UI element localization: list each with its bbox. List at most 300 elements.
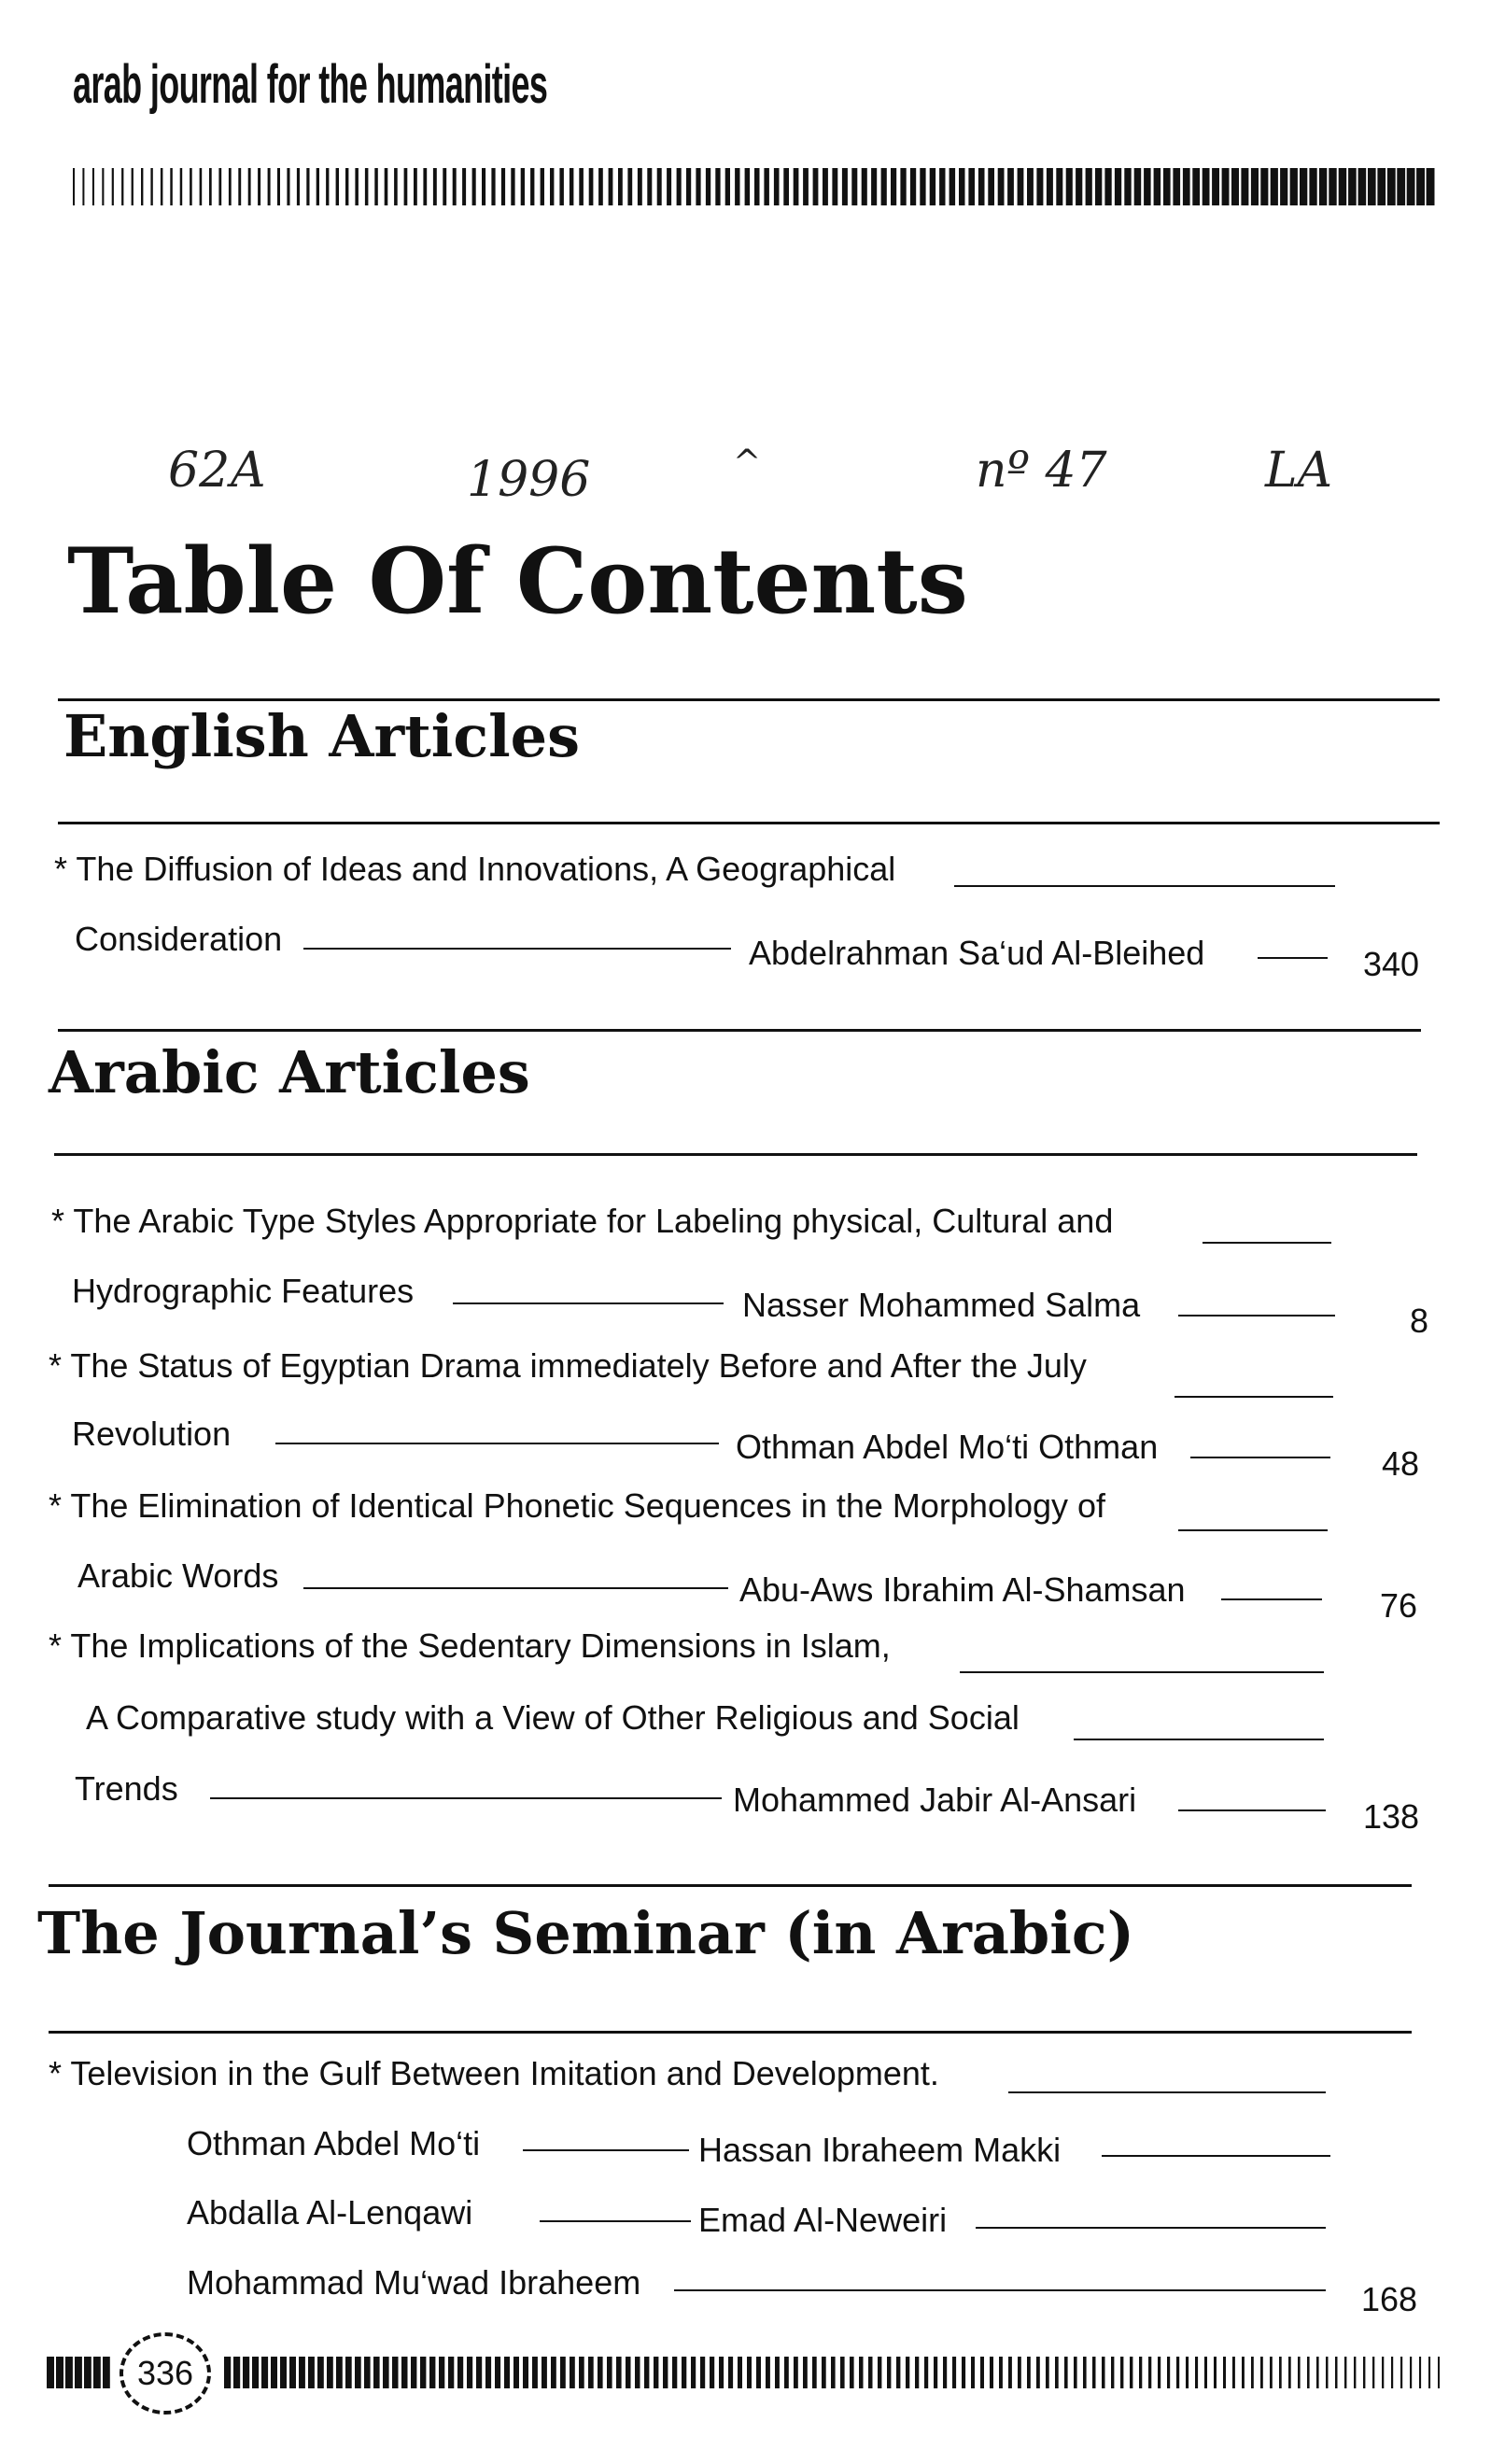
barcode-bar: [141, 168, 143, 205]
leader-line: [1008, 2091, 1326, 2093]
barcode-bar: [551, 2357, 556, 2388]
barcode-bar: [812, 2357, 817, 2388]
barcode-bar: [1192, 168, 1200, 205]
barcode-bar: [775, 2357, 780, 2388]
barcode-bar: [1231, 168, 1239, 205]
barcode-bar: [467, 2357, 472, 2388]
barcode-bar: [920, 168, 925, 205]
barcode-bar: [326, 168, 329, 205]
seminar-participant: Othman Abdel Mo‘ti: [187, 2124, 481, 2162]
barcode-bar: [1204, 2357, 1207, 2388]
barcode-bar: [501, 168, 505, 205]
barcode-bar: [280, 2357, 287, 2388]
barcode-bar: [822, 2357, 826, 2388]
barcode-bar: [1163, 168, 1171, 205]
barcode-bar: [1176, 2357, 1179, 2388]
article-title-line: Arabic Words: [77, 1556, 279, 1595]
barcode-bar: [609, 168, 613, 205]
barcode-bar: [1241, 168, 1248, 205]
barcode-bar: [766, 2357, 770, 2388]
barcode-bar: [1074, 2357, 1077, 2388]
barcode-bar: [238, 168, 241, 205]
barcode-bar: [559, 168, 564, 205]
barcode-bar: [336, 168, 339, 205]
barcode-bar: [1064, 2357, 1068, 2388]
barcode-bar: [700, 2357, 705, 2388]
barcode-bar: [1027, 168, 1034, 205]
barcode-bar: [971, 2357, 975, 2388]
page-number: 340: [1363, 945, 1420, 983]
leader-line: [210, 1797, 722, 1799]
barcode-bar: [774, 168, 780, 205]
barcode-bar: [1055, 2357, 1059, 2388]
barcode-bar: [392, 2357, 399, 2388]
barcode-bar: [803, 168, 809, 205]
barcode-bar: [1212, 168, 1219, 205]
divider: [49, 2031, 1412, 2034]
barcode-bar: [103, 2357, 110, 2388]
barcode-bar: [868, 2357, 873, 2388]
barcode-bar: [383, 2357, 389, 2388]
barcode-bar: [1326, 2357, 1329, 2388]
barcode-bar: [1046, 2357, 1049, 2388]
barcode-bar: [268, 168, 271, 205]
barcode-bar: [56, 2357, 63, 2388]
barcode-bar: [1195, 2357, 1198, 2388]
barcode-bar: [287, 168, 289, 205]
leader-line: [1102, 2155, 1330, 2157]
barcode-bar: [1358, 168, 1367, 205]
barcode-bar: [579, 2357, 584, 2388]
barcode-bar: [345, 168, 348, 205]
barcode-bar: [306, 168, 309, 205]
barcode-bar: [1298, 2357, 1301, 2388]
barcode-bar: [1083, 2357, 1087, 2388]
leader-line: [1074, 1739, 1324, 1740]
barcode-bar: [73, 168, 75, 205]
article-title-line: Trends: [75, 1769, 178, 1808]
barcode-bar: [915, 2357, 919, 2388]
barcode-bar: [1309, 168, 1316, 205]
barcode-bar: [691, 2357, 696, 2388]
barcode-bar: [439, 2357, 444, 2388]
barcode-bar: [47, 2357, 54, 2388]
barcode-bar: [1092, 2357, 1096, 2388]
barcode-bar: [1111, 2357, 1114, 2388]
barcode-bar: [1086, 168, 1092, 205]
barcode-bar: [1339, 168, 1347, 205]
barcode-bar: [747, 2357, 752, 2388]
barcode-bar: [891, 168, 896, 205]
barcode-bar: [373, 2357, 380, 2388]
barcode-bar: [1102, 2357, 1105, 2388]
handwritten-note: nº 47: [976, 443, 1107, 499]
barcode-graphic: [73, 168, 1436, 205]
barcode-bar: [627, 168, 632, 205]
leader-line: [1221, 1598, 1322, 1600]
barcode-bar: [261, 2357, 268, 2388]
divider: [54, 1153, 1417, 1156]
barcode-bar: [1115, 168, 1121, 205]
barcode-bar: [1007, 168, 1014, 205]
barcode-bar: [1222, 168, 1230, 205]
barcode-bar: [1329, 168, 1336, 205]
barcode-bar: [1242, 2357, 1245, 2388]
barcode-bar: [258, 168, 260, 205]
leader-line: [1178, 1315, 1335, 1316]
barcode-bar: [523, 2357, 528, 2388]
barcode-bar: [1186, 2357, 1189, 2388]
barcode-bar: [1319, 168, 1327, 205]
barcode-bar: [200, 168, 203, 205]
article-title-line: Revolution: [72, 1415, 232, 1453]
barcode-bar: [472, 168, 476, 205]
barcode-bar: [696, 168, 700, 205]
leader-line: [1258, 957, 1328, 959]
journal-name: arab journal for the humanities: [73, 54, 548, 115]
barcode-bar: [644, 2357, 649, 2388]
barcode-bar: [715, 168, 720, 205]
barcode-bar: [1260, 2357, 1263, 2388]
article-title-line: * The Status of Egyptian Drama immediately Before and After the July: [49, 1346, 1087, 1385]
handwritten-note: 1996: [467, 452, 591, 508]
barcode-bar: [764, 168, 769, 205]
barcode-bar: [1288, 2357, 1291, 2388]
barcode-bar: [1410, 2357, 1412, 2388]
barcode-bar: [121, 168, 123, 205]
leader-line: [976, 2227, 1326, 2229]
barcode-bar: [1183, 168, 1190, 205]
barcode-bar: [385, 168, 388, 205]
barcode-bar: [316, 168, 319, 205]
barcode-bar: [842, 168, 848, 205]
leader-line: [1178, 1809, 1326, 1811]
barcode-bar: [1251, 168, 1259, 205]
barcode-bar: [924, 2357, 928, 2388]
divider: [58, 1029, 1421, 1032]
barcode-bar: [401, 2357, 408, 2388]
barcode-bar: [738, 2357, 742, 2388]
barcode-bar: [404, 168, 408, 205]
barcode-bar: [719, 2357, 724, 2388]
section-heading-seminar: The Journal’s Seminar (in Arabic): [37, 1899, 1134, 1967]
page-number: 76: [1380, 1586, 1418, 1625]
barcode-bar: [881, 168, 887, 205]
barcode-bar: [1036, 2357, 1040, 2388]
barcode-bar: [1120, 2357, 1123, 2388]
seminar-participant: Hassan Ibraheem Makki: [698, 2131, 1062, 2169]
leader-line: [303, 948, 731, 950]
barcode-bar: [667, 168, 671, 205]
barcode-bar: [1270, 2357, 1273, 2388]
barcode-bar: [504, 2357, 510, 2388]
barcode-bar: [906, 2357, 909, 2388]
barcode-bar: [218, 168, 221, 205]
barcode-bar: [725, 168, 730, 205]
leader-line: [523, 2149, 689, 2151]
barcode-bar: [248, 168, 251, 205]
barcode-bar: [457, 2357, 463, 2388]
leader-line: [1203, 1242, 1331, 1244]
page-number: 8: [1410, 1302, 1429, 1340]
barcode-bar: [308, 2357, 315, 2388]
barcode-bar: [943, 2357, 947, 2388]
article-author: Abdelrahman Sa‘ud Al-Bleihed: [749, 934, 1205, 972]
barcode-bar: [1214, 2357, 1217, 2388]
barcode-bar: [345, 2357, 352, 2388]
barcode-bar: [988, 168, 994, 205]
barcode-bar: [150, 168, 152, 205]
barcode-bar: [532, 2357, 538, 2388]
barcode-bar: [1316, 2357, 1319, 2388]
barcode-bar: [1066, 168, 1073, 205]
barcode-bar: [949, 168, 956, 205]
barcode-bar: [598, 168, 603, 205]
header-barcode-rule: [73, 168, 1436, 205]
leader-line: [960, 1671, 1324, 1673]
barcode-bar: [1387, 168, 1396, 205]
barcode-bar: [1354, 2357, 1356, 2388]
page-title: Table Of Contents: [67, 528, 968, 634]
barcode-bar: [1280, 168, 1287, 205]
leader-line: [453, 1302, 724, 1304]
barcode-bar: [1008, 2357, 1012, 2388]
barcode-bar: [355, 2357, 361, 2388]
barcode-bar: [871, 168, 877, 205]
barcode-bar: [930, 168, 935, 205]
barcode-bar: [327, 2357, 333, 2388]
article-title-line: * The Elimination of Identical Phonetic Sequences in the Morphology of: [49, 1486, 1106, 1525]
barcode-bar: [735, 168, 739, 205]
barcode-bar: [252, 2357, 259, 2388]
barcode-bar: [579, 168, 584, 205]
barcode-bar: [663, 2357, 668, 2388]
barcode-bar: [910, 168, 916, 205]
leader-line: [674, 2289, 1326, 2291]
article-title-line: A Comparative study with a View of Other Religious and Social: [86, 1698, 1020, 1737]
article-author: Mohammed Jabir Al-Ansari: [733, 1781, 1137, 1819]
barcode-bar: [1382, 2357, 1384, 2388]
barcode-bar: [550, 168, 554, 205]
barcode-bar: [980, 2357, 984, 2388]
barcode-bar: [1056, 168, 1062, 205]
barcode-bar: [1391, 2357, 1393, 2388]
barcode-bar: [784, 2357, 789, 2388]
barcode-bar: [570, 2357, 575, 2388]
barcode-bar: [495, 2357, 500, 2388]
leader-line: [1175, 1396, 1333, 1398]
barcode-bar: [364, 2357, 371, 2388]
barcode-bar: [1076, 168, 1082, 205]
barcode-bar: [394, 168, 398, 205]
barcode-bar: [794, 168, 799, 205]
barcode-bar: [1348, 168, 1357, 205]
barcode-bar: [542, 2357, 547, 2388]
barcode-bar: [1124, 168, 1131, 205]
barcode-bar: [850, 2357, 854, 2388]
leader-line: [275, 1443, 719, 1444]
barcode-bar: [297, 168, 300, 205]
barcode-bar: [92, 168, 94, 205]
barcode-bar: [1428, 2357, 1430, 2388]
seminar-participant: Mohammad Mu‘wad Ibraheem: [187, 2263, 641, 2302]
barcode-bar: [1307, 2357, 1310, 2388]
article-title-line: * The Diffusion of Ideas and Innovations, A Geographical: [54, 850, 896, 888]
barcode-bar: [598, 2357, 603, 2388]
article-title-line: Consideration: [75, 920, 283, 958]
barcode-bar: [1290, 168, 1298, 205]
barcode-bar: [813, 168, 819, 205]
barcode-bar: [429, 2357, 435, 2388]
barcode-bar: [1095, 168, 1102, 205]
barcode-bar: [952, 2357, 956, 2388]
barcode-bar: [1400, 2357, 1402, 2388]
barcode-bar: [513, 2357, 519, 2388]
barcode-bar: [999, 2357, 1003, 2388]
leader-line: [1178, 1529, 1328, 1531]
barcode-bar: [180, 168, 183, 205]
barcode-bar: [423, 168, 427, 205]
barcode-bar: [1018, 2357, 1021, 2388]
leader-line: [1190, 1457, 1330, 1458]
barcode-bar: [1139, 2357, 1142, 2388]
barcode-bar: [831, 2357, 836, 2388]
page-number: 168: [1361, 2280, 1418, 2318]
handwritten-note: ^: [733, 444, 762, 482]
barcode-bar: [887, 2357, 891, 2388]
barcode-bar: [682, 2357, 686, 2388]
barcode-bar: [607, 2357, 612, 2388]
article-title-line: * The Arabic Type Styles Appropriate for Labeling physical, Cultural and: [51, 1202, 1114, 1240]
divider: [58, 822, 1440, 824]
seminar-title-line: * Television in the Gulf Between Imitation and Development.: [49, 2054, 939, 2092]
divider: [49, 1884, 1412, 1887]
barcode-bar: [900, 168, 906, 205]
seminar-participant: Emad Al-Neweiri: [698, 2201, 948, 2239]
barcode-bar: [1167, 2357, 1170, 2388]
barcode-bar: [862, 168, 867, 205]
barcode-bar: [783, 168, 789, 205]
article-title-line: * The Implications of the Sedentary Dimensions in Islam,: [49, 1626, 891, 1665]
barcode-bar: [82, 168, 84, 205]
barcode-bar: [1232, 2357, 1235, 2388]
barcode-bar: [635, 2357, 640, 2388]
barcode-bar: [1203, 168, 1210, 205]
handwritten-note: 62А: [168, 443, 267, 499]
page-number: 138: [1363, 1797, 1420, 1836]
barcode-bar: [1300, 168, 1307, 205]
barcode-bar: [990, 2357, 993, 2388]
section-heading-arabic: Arabic Articles: [49, 1038, 530, 1106]
leader-line: [303, 1587, 728, 1589]
barcode-bar: [170, 168, 173, 205]
barcode-bar: [647, 168, 652, 205]
barcode-bar: [65, 2357, 73, 2388]
barcode-bar: [462, 168, 466, 205]
leader-line: [540, 2220, 691, 2222]
barcode-bar: [102, 168, 104, 205]
barcode-bar: [570, 168, 574, 205]
barcode-bar: [1377, 168, 1386, 205]
barcode-bar: [277, 168, 280, 205]
barcode-bar: [710, 2357, 714, 2388]
barcode-bar: [453, 168, 457, 205]
barcode-bar: [448, 2357, 454, 2388]
barcode-bar: [1148, 2357, 1151, 2388]
divider: [58, 698, 1440, 701]
barcode-bar: [756, 2357, 761, 2388]
barcode-bar: [745, 168, 751, 205]
barcode-bar: [1260, 168, 1268, 205]
barcode-bar: [1271, 168, 1278, 205]
barcode-bar: [75, 2357, 82, 2388]
barcode-bar: [355, 168, 359, 205]
barcode-bar: [229, 168, 232, 205]
barcode-bar: [1416, 168, 1425, 205]
barcode-bar: [112, 168, 114, 205]
barcode-bar: [978, 168, 985, 205]
barcode-bar: [589, 168, 594, 205]
footer-page-number: 336: [120, 2332, 211, 2415]
barcode-bar: [243, 2357, 249, 2388]
barcode-bar: [476, 2357, 482, 2388]
article-title-line: Hydrographic Features: [72, 1272, 415, 1310]
barcode-bar: [224, 2357, 231, 2388]
barcode-bar: [491, 168, 495, 205]
barcode-bar: [1018, 168, 1024, 205]
leader-line: [954, 885, 1335, 887]
barcode-bar: [289, 2357, 296, 2388]
seminar-participant: Abdalla Al-Lenqawi: [187, 2193, 473, 2232]
barcode-graphic: [47, 2344, 1447, 2401]
barcode-bar: [859, 2357, 864, 2388]
barcode-bar: [706, 168, 710, 205]
barcode-bar: [1223, 2357, 1226, 2388]
barcode-bar: [968, 168, 975, 205]
barcode-bar: [939, 168, 945, 205]
barcode-bar: [896, 2357, 900, 2388]
barcode-bar: [626, 2357, 631, 2388]
barcode-bar: [560, 2357, 566, 2388]
barcode-bar: [1368, 168, 1376, 205]
barcode-bar: [1144, 168, 1151, 205]
barcode-bar: [1251, 2357, 1254, 2388]
footer-barcode-rule: [47, 2344, 1447, 2401]
article-author: Nasser Mohammed Salma: [742, 1286, 1141, 1324]
barcode-bar: [433, 168, 437, 205]
barcode-bar: [1036, 168, 1043, 205]
barcode-bar: [271, 2357, 277, 2388]
barcode-bar: [1372, 2357, 1374, 2388]
barcode-bar: [616, 2357, 622, 2388]
barcode-bar: [530, 168, 534, 205]
barcode-bar: [84, 2357, 91, 2388]
barcode-bar: [521, 168, 525, 205]
article-author: Othman Abdel Mo‘ti Othman: [736, 1428, 1159, 1466]
barcode-bar: [1047, 168, 1053, 205]
barcode-bar: [190, 168, 192, 205]
barcode-bar: [638, 168, 642, 205]
barcode-bar: [299, 2357, 305, 2388]
barcode-bar: [336, 2357, 343, 2388]
barcode-bar: [934, 2357, 937, 2388]
barcode-bar: [654, 2357, 658, 2388]
barcode-bar: [1363, 2357, 1365, 2388]
barcode-bar: [1104, 168, 1111, 205]
barcode-bar: [962, 2357, 965, 2388]
barcode-bar: [959, 168, 965, 205]
barcode-bar: [93, 2357, 101, 2388]
